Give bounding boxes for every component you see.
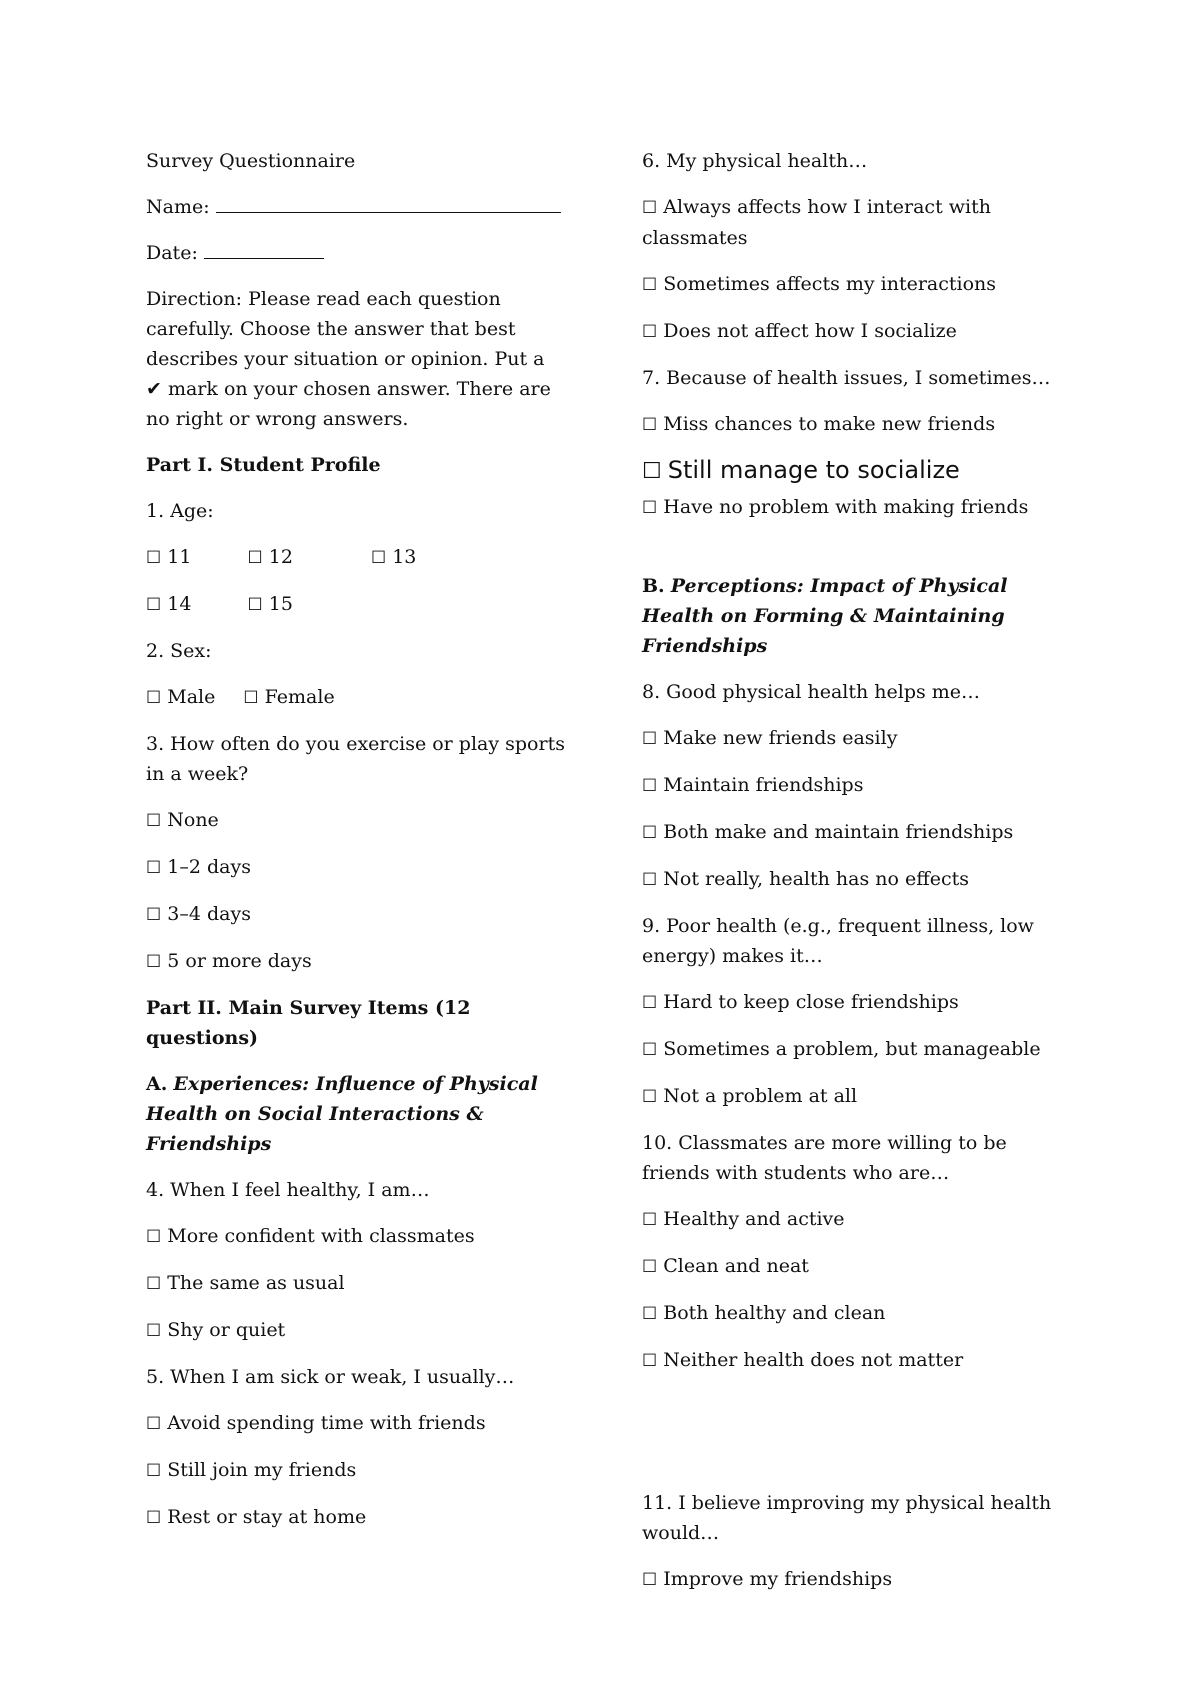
spacer — [642, 539, 1072, 571]
q8-option[interactable]: ☐ Not really, health has no effects — [642, 868, 969, 890]
q6-option[interactable]: ☐ Always affects how I interact with classmates — [642, 196, 991, 249]
check-mark-icon: ✔ — [146, 378, 162, 400]
checkbox-icon[interactable]: ☐ — [247, 595, 263, 615]
checkbox-icon[interactable]: ☐ — [642, 198, 658, 218]
checkbox-icon[interactable]: ☐ — [642, 498, 658, 518]
sex-row — [146, 682, 566, 713]
directions: Direction: Please read each question carefully. Choose the answer that best describes your situation or opinion. Put a ✔ mark on your chosen answer. There are no right or wrong answers. — [146, 288, 551, 430]
q5-option[interactable]: ☐ Rest or stay at home — [146, 1506, 367, 1528]
q4-option[interactable]: ☐ More confident with classmates — [146, 1225, 475, 1247]
checkbox-icon[interactable]: ☐ — [146, 1274, 162, 1294]
checkbox-icon[interactable]: ☐ — [146, 548, 162, 568]
q10-option[interactable]: ☐ Healthy and active — [642, 1208, 845, 1230]
q3-option[interactable]: ☐ 3–4 days — [146, 903, 251, 925]
age-option[interactable]: ☐ 15 — [247, 593, 293, 615]
q7-label: 7. Because of health issues, I sometimes… — [642, 367, 1051, 389]
checkbox-icon[interactable]: ☐ — [642, 729, 658, 749]
part1-heading: Part I. Student Profile — [146, 454, 381, 476]
q10-option[interactable]: ☐ Clean and neat — [642, 1255, 809, 1277]
q9-label: 9. Poor health (e.g., frequent illness, low energy) makes it… — [642, 915, 1034, 967]
checkbox-icon[interactable]: ☐ — [642, 459, 662, 484]
checkbox-icon[interactable]: ☐ — [247, 548, 263, 568]
name-row — [146, 192, 566, 222]
q7-option[interactable]: ☐ Still manage to socialize — [642, 456, 960, 484]
part2-heading: Part II. Main Survey Items (12 questions) — [146, 997, 471, 1049]
age-row-2 — [146, 589, 566, 620]
date-row — [146, 238, 566, 268]
checkbox-icon[interactable]: ☐ — [642, 1040, 658, 1060]
q10-option[interactable]: ☐ Both healthy and clean — [642, 1302, 886, 1324]
q5-option[interactable]: ☐ Still join my friends — [146, 1459, 357, 1481]
checkbox-icon[interactable]: ☐ — [642, 993, 658, 1013]
checkbox-icon[interactable]: ☐ — [146, 1508, 162, 1528]
checkbox-icon[interactable]: ☐ — [642, 1257, 658, 1277]
name-field[interactable] — [216, 192, 561, 213]
checkbox-icon[interactable]: ☐ — [370, 548, 387, 568]
checkbox-icon[interactable]: ☐ — [642, 415, 658, 435]
q1-label: 1. Age: — [146, 500, 214, 522]
checkbox-icon[interactable]: ☐ — [146, 1321, 162, 1341]
q11-option[interactable]: ☐ Improve my friendships — [642, 1568, 893, 1590]
checkbox-icon[interactable]: ☐ — [243, 688, 259, 708]
q9-option[interactable]: ☐ Hard to keep close friendships — [642, 991, 959, 1013]
q6-label: 6. My physical health… — [642, 150, 868, 172]
q6-option[interactable]: ☐ Does not affect how I socialize — [642, 320, 957, 342]
checkbox-icon[interactable]: ☐ — [146, 952, 162, 972]
checkbox-icon[interactable]: ☐ — [642, 1210, 658, 1230]
age-option[interactable]: ☐ 13 — [370, 546, 417, 568]
q7-option[interactable]: ☐ Miss chances to make new friends — [642, 413, 996, 435]
age-option[interactable]: ☐ 14 — [146, 593, 192, 615]
checkbox-icon[interactable]: ☐ — [146, 1461, 162, 1481]
checkbox-icon[interactable]: ☐ — [642, 823, 658, 843]
checkbox-icon[interactable]: ☐ — [642, 1570, 658, 1590]
checkbox-icon[interactable]: ☐ — [146, 1414, 162, 1434]
checkbox-icon[interactable]: ☐ — [642, 1304, 658, 1324]
q3-label: 3. How often do you exercise or play sports in a week? — [146, 733, 565, 785]
age-option[interactable]: ☐ 11 — [146, 546, 192, 568]
q5-label: 5. When I am sick or weak, I usually… — [146, 1366, 515, 1388]
spacer — [642, 1392, 1072, 1488]
checkbox-icon[interactable]: ☐ — [146, 858, 162, 878]
q10-option[interactable]: ☐ Neither health does not matter — [642, 1349, 964, 1371]
q3-option[interactable]: ☐ 5 or more days — [146, 950, 312, 972]
checkbox-icon[interactable]: ☐ — [642, 322, 658, 342]
q4-label: 4. When I feel healthy, I am… — [146, 1179, 430, 1201]
q10-label: 10. Classmates are more willing to be friends with students who are… — [642, 1132, 1007, 1184]
q9-option[interactable]: ☐ Not a problem at all — [642, 1085, 858, 1107]
q6-option[interactable]: ☐ Sometimes affects my interactions — [642, 273, 997, 295]
checkbox-icon[interactable]: ☐ — [642, 1351, 658, 1371]
q3-option[interactable]: ☐ 1–2 days — [146, 856, 251, 878]
checkbox-icon[interactable]: ☐ — [146, 811, 162, 831]
q11-label: 11. I believe improving my physical health would… — [642, 1492, 1052, 1544]
right-column — [642, 146, 1072, 1611]
checkbox-icon[interactable]: ☐ — [146, 905, 162, 925]
checkbox-icon[interactable]: ☐ — [146, 595, 162, 615]
age-option[interactable]: ☐ 12 — [247, 546, 293, 568]
q4-option[interactable]: ☐ The same as usual — [146, 1272, 345, 1294]
q7-option[interactable]: ☐ Have no problem with making friends — [642, 496, 1029, 518]
left-column — [146, 146, 566, 1549]
checkbox-icon[interactable]: ☐ — [146, 688, 162, 708]
checkbox-icon[interactable]: ☐ — [642, 870, 658, 890]
date-field[interactable] — [204, 238, 324, 259]
sex-option-female[interactable]: ☐ Female — [243, 686, 335, 708]
q8-option[interactable]: ☐ Both make and maintain friendships — [642, 821, 1014, 843]
q2-label: 2. Sex: — [146, 640, 212, 662]
q3-option[interactable]: ☐ None — [146, 809, 219, 831]
q9-option[interactable]: ☐ Sometimes a problem, but manageable — [642, 1038, 1041, 1060]
checkbox-icon[interactable]: ☐ — [642, 275, 658, 295]
section-b-heading: B. Perceptions: Impact of Physical Health on Forming & Maintaining Friendships — [642, 575, 1008, 657]
checkbox-icon[interactable]: ☐ — [146, 1227, 162, 1247]
date-label: Date: — [146, 242, 198, 264]
name-label: Name: — [146, 196, 210, 218]
section-a-heading: A. Experiences: Influence of Physical Health on Social Interactions & Friendships — [146, 1073, 538, 1155]
checkbox-icon[interactable]: ☐ — [642, 1087, 658, 1107]
page-title: Survey Questionnaire — [146, 150, 356, 172]
sex-option-male[interactable]: ☐ Male — [146, 686, 216, 708]
q8-label: 8. Good physical health helps me… — [642, 681, 981, 703]
q5-option[interactable]: ☐ Avoid spending time with friends — [146, 1412, 486, 1434]
q4-option[interactable]: ☐ Shy or quiet — [146, 1319, 286, 1341]
q8-option[interactable]: ☐ Maintain friendships — [642, 774, 864, 796]
checkbox-icon[interactable]: ☐ — [642, 776, 658, 796]
q8-option[interactable]: ☐ Make new friends easily — [642, 727, 898, 749]
age-row-1 — [146, 542, 566, 573]
